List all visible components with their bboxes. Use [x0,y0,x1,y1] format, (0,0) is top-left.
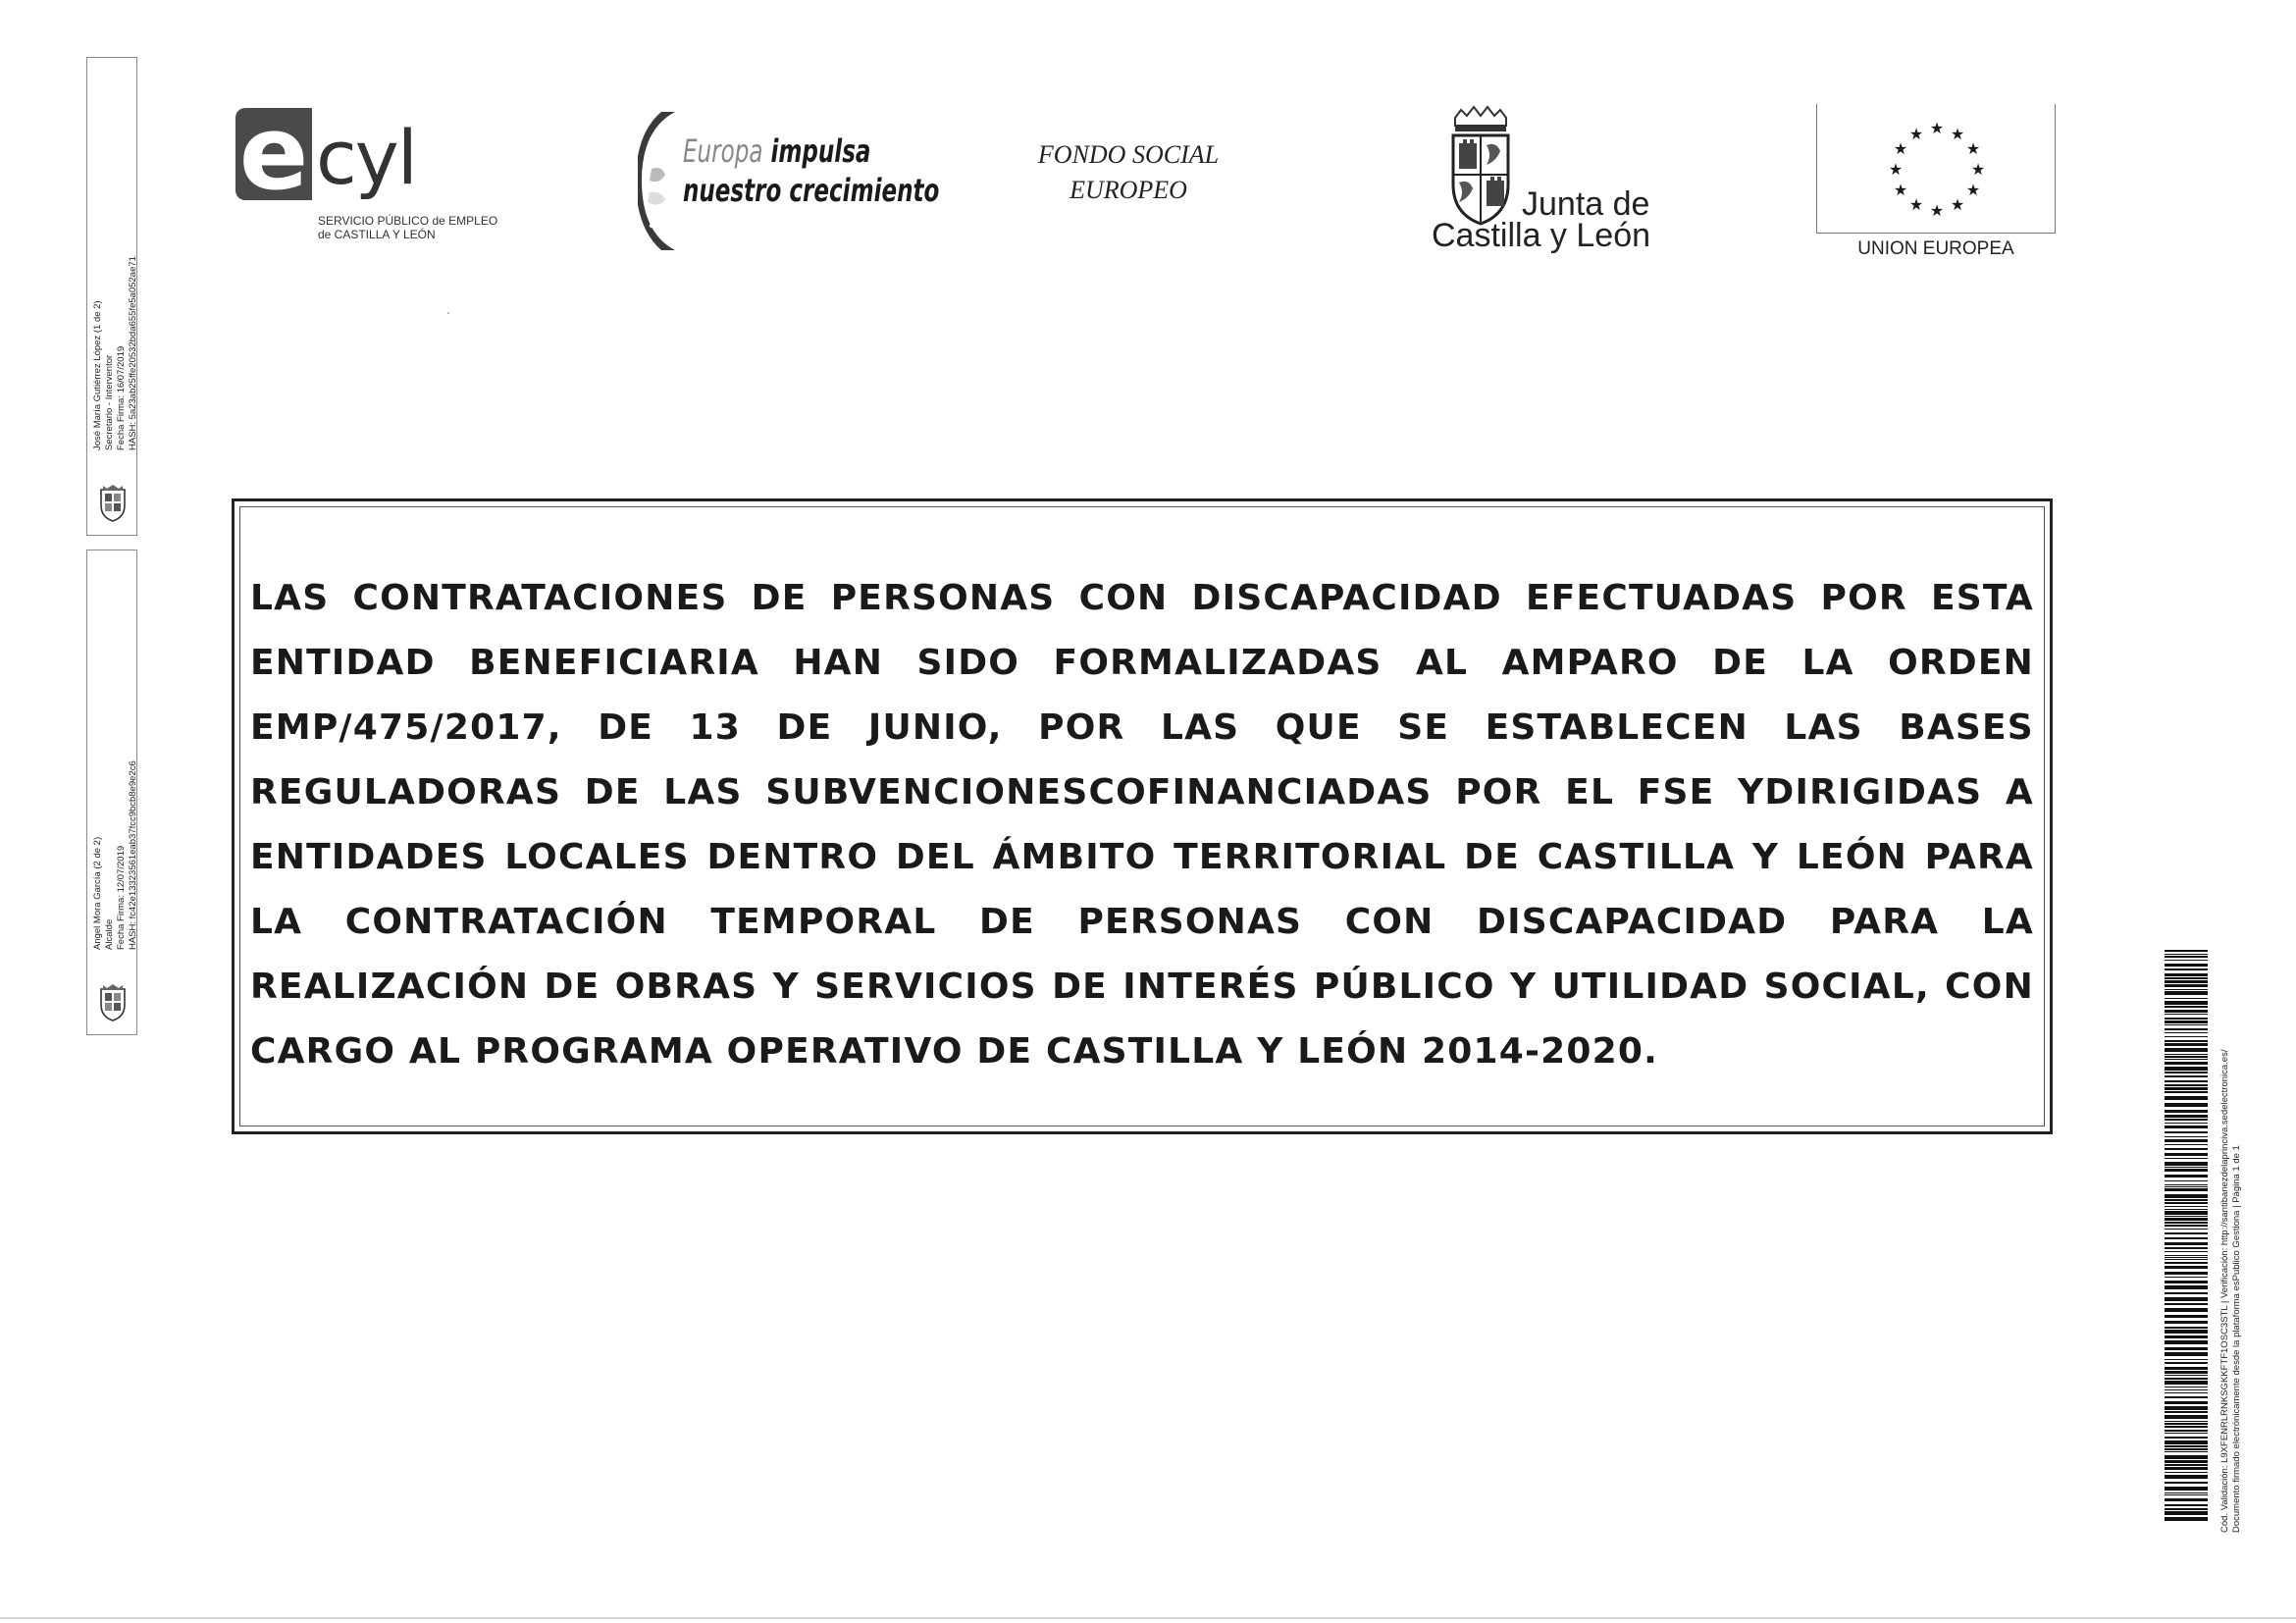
barcode-bar [2165,1080,2208,1082]
municipal-shield-icon [97,983,129,1022]
notice-word: CONTRATACIONES [352,578,728,618]
barcode-bar [2165,1362,2208,1364]
notice-word: LEÓN [1796,837,1907,877]
notice-word: INTERÉS [1122,967,1299,1007]
notice-word: LA [1801,643,1854,683]
barcode-bar [2165,1126,2208,1128]
castilla-leon-coat-of-arms-icon [1445,104,1516,232]
barcode-bar [2165,1148,2208,1150]
barcode-bar [2165,1315,2208,1318]
barcode-bar [2165,1445,2208,1447]
barcode-bar [2165,1062,2208,1065]
barcode-bar [2165,1036,2208,1037]
notice-word: REGULADORAS [250,772,562,812]
stamp-2-hash: HASH: fc42e13323561eab37fcc9bcb8e9e2c6 [128,760,138,950]
notice-word: DE [776,707,833,748]
notice-word: AMPARO [1501,643,1679,683]
barcode-bar [2165,1451,2208,1452]
barcode-bar [2165,1075,2208,1077]
barcode-bar [2165,1266,2208,1269]
page-bottom-edge [0,1617,2296,1619]
notice-word: DISCAPACIDAD [1477,902,1788,942]
notice-text [250,566,2034,1084]
barcode-bar [2165,1119,2208,1121]
fondo-social-europeo-label [1011,137,1246,208]
fse-line-1: FONDO SOCIAL [1037,140,1220,169]
signature-stamp-1-text [92,256,138,450]
notice-word: SERVICIOS [814,967,1037,1007]
stamp-2-signer: Angel Mora García (2 de 2) [92,836,103,950]
notice-word: LOCALES [504,837,690,877]
stamp-1-signer: José María Gutiérrez López (1 de 2) [92,300,103,450]
barcode-bar [2165,998,2208,999]
notice-word: PERSONAS [1077,902,1303,942]
barcode-bar [2165,1103,2208,1107]
impulsa-word: impulsa [770,132,871,170]
notice-word: EL [1565,772,1615,812]
barcode-bar [2165,1123,2208,1124]
barcode-bar [2165,1175,2208,1178]
barcode-bar [2165,1162,2208,1166]
notice-word: SOCIAL, [1763,967,1930,1007]
barcode-bar [2165,1511,2208,1515]
notice-word: TEMPORAL [710,902,937,942]
notice-word: JUNIO, [867,707,1003,748]
barcode-bar [2165,1433,2208,1434]
barcode-bar [2165,1251,2208,1252]
notice-word: PÚBLICO [1313,967,1495,1007]
junta-de-text: Junta de [1522,185,1650,223]
barcode-icon [2165,950,2208,1521]
barcode-bar [2165,1257,2208,1258]
barcode-bar [2165,1430,2208,1432]
barcode-bar [2165,1158,2208,1159]
barcode-bar [2165,1494,2208,1495]
barcode-bar [2165,1067,2208,1071]
barcode-bar [2165,1186,2208,1187]
barcode-bar [2165,977,2208,979]
svg-text:★: ★ [1893,181,1908,199]
notice-word: AL [1415,643,1469,683]
barcode-bar [2165,1381,2208,1385]
notice-word: LAS [663,772,743,812]
barcode-bar [2165,1216,2208,1217]
barcode-bar [2165,1467,2208,1470]
notice-word: DE [1712,643,1769,683]
notice-word: CON [1945,967,2034,1007]
notice-word: ORDEN [1888,643,2034,683]
european-union-logo [1816,104,2056,263]
barcode-bar [2165,1225,2208,1227]
notice-line [250,760,2034,825]
svg-text:★: ★ [1950,125,1965,143]
barcode-bar [2165,964,2208,967]
stamp-1-hash: HASH: 5a23ab25ffe20532bda655fe5a052ae71 [128,256,138,450]
notice-word: Y [1751,837,1780,877]
notice-word: Y [1510,967,1538,1007]
europa-impulsa-logo [638,110,940,257]
notice-word: DE [544,967,600,1007]
barcode-bar [2165,1401,2208,1404]
barcode-bar [2165,1392,2208,1393]
barcode-bar [2165,1229,2208,1230]
barcode-bar [2165,1460,2208,1463]
notice-word: FORMALIZADAS [1053,643,1383,683]
notice-word: CONTRATACIÓN [344,902,668,942]
notice-word: LA [1981,902,2034,942]
notice-line [250,825,2034,890]
validation-footer [2219,1049,2242,1534]
barcode-bar [2165,1040,2208,1042]
barcode-bar [2165,1139,2208,1142]
notice-word: ENTIDAD [250,643,436,683]
notice-word: YDIRIGIDAS [1738,772,1983,812]
barcode-bar [2165,1242,2208,1245]
notice-word: DISCAPACIDAD [1191,578,1502,618]
barcode-bar [2165,1297,2208,1301]
notice-word: POR [1820,578,1907,618]
notice-word: HAN [793,643,884,683]
barcode-bar [2165,1475,2208,1479]
eu-flag-frame [1816,104,2056,234]
notice-word: EFECTUADAS [1525,578,1798,618]
barcode-bar [2165,1375,2208,1376]
barcode-bar [2165,1259,2208,1260]
notice-line [250,566,2034,631]
barcode-bar [2165,1209,2208,1210]
barcode-bar [2165,1517,2208,1521]
notice-word: Y [772,967,800,1007]
castilla-y-leon-text: Castilla y León [1432,217,1651,254]
junta-castilla-leon-logo [1428,104,1673,261]
barcode-bar [2165,1303,2208,1305]
barcode-bar [2165,1048,2208,1052]
barcode-bar [2165,1389,2208,1390]
notice-word: ESTA [1931,578,2034,618]
notice-word: ÁMBITO [992,837,1157,877]
notice-word: A [2005,772,2034,812]
barcode-bar [2165,1308,2208,1312]
barcode-bar [2165,1498,2208,1501]
barcode-bar [2165,1281,2208,1283]
barcode-bar [2165,1232,2208,1234]
barcode-bar [2165,960,2208,961]
ecyl-logo-e: e [235,108,312,200]
notice-word: ENTIDADES [250,837,488,877]
barcode-bar [2165,1131,2208,1133]
barcode-bar [2165,1247,2208,1249]
barcode-bar [2165,1021,2208,1023]
barcode-bar [2165,1054,2208,1055]
barcode-bar [2165,1206,2208,1207]
barcode-bar [2165,1335,2208,1338]
barcode-bar [2165,1504,2208,1506]
notice-word: DE [751,578,808,618]
barcode-bar [2165,1018,2208,1020]
notice-word: CON [1078,578,1169,618]
barcode-bar [2165,1001,2208,1005]
barcode-bar [2165,984,2208,987]
barcode-bar [2165,1426,2208,1428]
barcode-bar [2165,1464,2208,1466]
notice-word: REALIZACIÓN [250,967,530,1007]
notice-line-last: CARGO AL PROGRAMA OPERATIVO DE CASTILLA Y LEÓN 2014-2020. [250,1031,1659,1072]
barcode-bar [2165,1218,2208,1221]
barcode-bar [2165,1367,2208,1370]
barcode-bar [2165,1087,2208,1090]
notice-word: LAS [250,578,330,618]
barcode-bar [2165,1277,2208,1278]
notice-word: 13 [689,707,742,748]
notice-box [232,498,2053,1134]
signature-stamp-1 [86,57,137,536]
eu-stars-icon [1817,104,2057,234]
notice-line [250,890,2034,955]
municipal-shield-icon [97,484,129,523]
barcode-bar [2165,1024,2208,1025]
notice-word: LAS [1784,707,1863,748]
barcode-bar [2165,1285,2208,1289]
stamp-2-date: Fecha Firma: 12/07/2019 [116,845,127,950]
notice-word: LA [250,902,303,942]
barcode-bar [2165,1406,2208,1410]
notice-word: ESTABLECEN [1485,707,1748,748]
notice-line [250,631,2034,696]
barcode-bar [2165,1292,2208,1294]
barcode-bar [2165,1415,2208,1419]
barcode-bar [2165,969,2208,970]
barcode-bar [2165,1211,2208,1215]
validation-code-line: Cód. Validación: L9XFENRLRNKSGKKFTF1OSC3STL | Verificación: http://santibanezdelaprinciva.sedelectronica.es/ [2219,1049,2230,1533]
barcode-bar [2165,1115,2208,1118]
notice-word: DE [584,772,641,812]
notice-word: BENEFICIARIA [469,643,759,683]
notice-word: EMP/475/2017, [250,707,562,748]
notice-word: OBRAS [614,967,758,1007]
europa-stars-graphic-icon [638,110,677,252]
svg-text:★: ★ [1950,195,1965,214]
notice-word: TERRITORIAL [1174,837,1447,877]
barcode-bar [2165,991,2208,995]
svg-text:★: ★ [1929,119,1945,137]
notice-word: LAS [1160,707,1240,748]
barcode-bar [2165,1136,2208,1137]
barcode-bar [2165,1110,2208,1113]
barcode-bar [2165,973,2208,976]
svg-text:★: ★ [1929,201,1945,220]
svg-text:★: ★ [1888,160,1904,179]
barcode-bar [2165,1330,2208,1334]
scan-speck [447,312,449,314]
barcode-bar [2165,1359,2208,1360]
europa-impulsa-text [683,131,939,210]
notice-word: CON [1344,902,1435,942]
stamp-1-role: Secretario - Interventor [104,354,115,450]
barcode-bar [2165,1059,2208,1060]
svg-text:★: ★ [1908,125,1924,143]
notice-word: SE [1397,707,1450,748]
barcode-bar [2165,1006,2208,1008]
notice-word: QUE [1275,707,1362,748]
barcode-bar [2165,954,2208,955]
barcode-bar [2165,1437,2208,1439]
barcode-bar [2165,1091,2208,1093]
signature-stamp-2-text [92,760,138,950]
notice-word: SUBVENCIONESCOFINANCIADAS [765,772,1433,812]
barcode-bar [2165,1352,2208,1356]
barcode-bar [2165,1482,2208,1484]
barcode-bar [2165,1056,2208,1058]
barcode-bar [2165,1448,2208,1450]
barcode-bar [2165,1255,2208,1256]
notice-word: DEL [895,837,975,877]
barcode-bar [2165,1010,2208,1013]
svg-text:★: ★ [1965,181,1981,199]
barcode-bar [2165,980,2208,983]
ecyl-logo [235,93,520,255]
barcode-bar [2165,1188,2208,1191]
barcode-bar [2165,1237,2208,1239]
notice-word: DE [1052,967,1108,1007]
barcode-bar [2165,1411,2208,1413]
barcode-bar [2165,1167,2208,1168]
barcode-bar [2165,1043,2208,1046]
barcode-bar [2165,1347,2208,1350]
barcode-bar [2165,1421,2208,1422]
barcode-bar [2165,1371,2208,1374]
notice-word: PARA [1829,902,1940,942]
svg-text:★: ★ [1893,139,1908,158]
notice-word: CASTILLA [1537,837,1736,877]
barcode-bar [2165,1194,2208,1198]
barcode-bar [2165,1032,2208,1033]
barcode-bar [2165,1222,2208,1224]
svg-text:★: ★ [1970,160,1986,179]
barcode-bar [2165,956,2208,958]
ecyl-logo-wordmark: cyl [316,114,416,201]
barcode-bar [2165,1455,2208,1459]
barcode-bar [2165,1423,2208,1425]
notice-word: PARA [1924,837,2034,877]
barcode-bar [2165,1153,2208,1156]
barcode-bar [2165,1144,2208,1145]
notice-word: DE [979,902,1035,942]
barcode-bar [2165,1327,2208,1329]
barcode-bar [2165,989,2208,990]
notice-line [250,955,2034,1020]
barcode-bar [2165,1180,2208,1181]
union-europea-label: UNION EUROPEA [1857,238,2014,259]
notice-word: FSE [1637,772,1715,812]
barcode-bar [2165,1199,2208,1201]
barcode-bar [2165,1072,2208,1073]
barcode-bar [2165,1014,2208,1015]
barcode-bar [2165,1340,2208,1344]
notice-word: DE [598,707,654,748]
barcode-bar [2165,1396,2208,1398]
barcode-bar [2165,950,2208,952]
validation-platform-line: Documento firmado electrónicamente desde la plataforma esPublico Gestiona | Página 1 de 1 [2231,1145,2242,1533]
nuestro-crecimiento-text: nuestro crecimiento [683,172,940,209]
notice-word: DE [1464,837,1520,877]
notice-word: BASES [1899,707,2034,748]
signature-stamp-2 [86,550,137,1035]
barcode-bar [2165,1272,2208,1275]
barcode-bar [2165,1378,2208,1380]
barcode-bar [2165,1096,2208,1100]
barcode-bar [2165,1184,2208,1185]
notice-word: POR [1455,772,1542,812]
barcode-bar [2165,1202,2208,1204]
notice-word: PERSONAS [830,578,1056,618]
notice-word: SIDO [916,643,1020,683]
barcode-bar [2165,1472,2208,1473]
barcode-bar [2165,1321,2208,1324]
barcode-bar [2165,1440,2208,1444]
europa-word: Europa [683,132,763,170]
fse-line-2: EUROPEO [1070,176,1187,204]
svg-text:★: ★ [1908,195,1924,214]
notice-word: POR [1038,707,1125,748]
svg-text:★: ★ [1965,139,1981,158]
stamp-1-date: Fecha Firma: 16/07/2019 [116,345,127,450]
barcode-bar [2165,1262,2208,1264]
notice-word: UTILIDAD [1551,967,1749,1007]
stamp-2-role: Alcalde [104,918,115,950]
notice-word: DENTRO [706,837,879,877]
notice-line [250,696,2034,760]
barcode-bar [2165,1084,2208,1086]
barcode-bar [2165,1169,2208,1172]
barcode-bar [2165,1508,2208,1510]
barcode-bar [2165,1028,2208,1030]
ecyl-logo-subtitle: SERVICIO PÚBLICO de EMPLEO de CASTILLA Y LEÓN [318,214,498,241]
barcode-bar [2165,1487,2208,1491]
barcode-bar [2165,1492,2208,1493]
